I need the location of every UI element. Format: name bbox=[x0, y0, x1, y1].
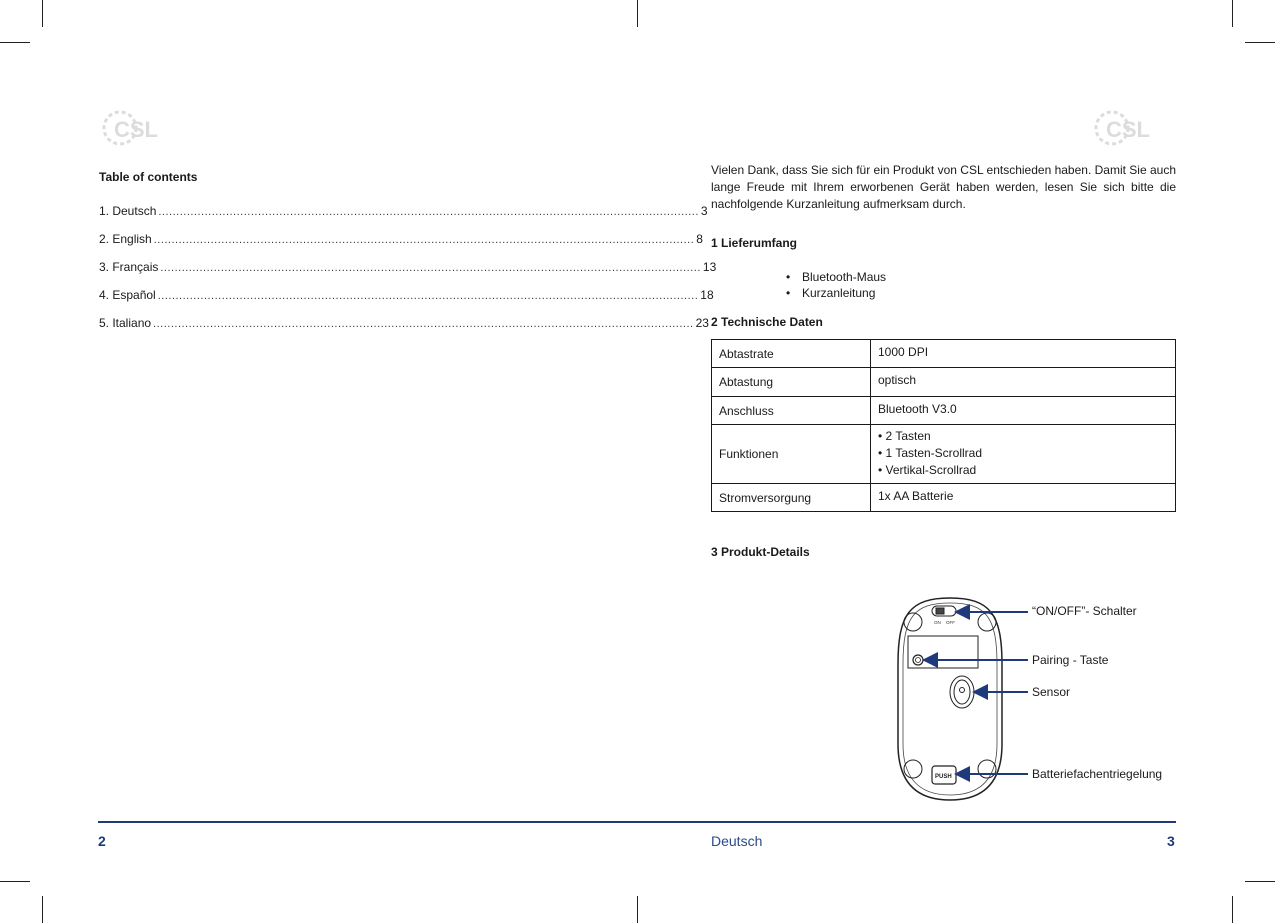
callout-arrows bbox=[880, 594, 1040, 804]
table-row bbox=[712, 368, 1176, 397]
spec-key: Abtastrate bbox=[712, 340, 871, 368]
logo-text: CSL bbox=[1106, 117, 1150, 142]
table-row bbox=[712, 397, 1176, 425]
crop-mark bbox=[0, 881, 30, 882]
table-row bbox=[712, 340, 1176, 368]
callout-battery: Batteriefachentriegelung bbox=[1032, 767, 1163, 781]
section-heading-specs: 2 Technische Daten bbox=[711, 315, 823, 329]
crop-mark bbox=[0, 42, 30, 43]
toc-entry[interactable] bbox=[99, 232, 703, 248]
csl-logo-left bbox=[100, 108, 180, 148]
spec-value: optisch bbox=[871, 368, 1176, 397]
switch-on-label: ON bbox=[934, 620, 941, 625]
toc-entry-page: 8 bbox=[696, 232, 703, 246]
crop-mark bbox=[42, 896, 43, 923]
spec-key: Anschluss bbox=[712, 397, 871, 425]
logo-text: CSL bbox=[114, 117, 158, 142]
callout-pairing: Pairing - Taste bbox=[1032, 653, 1109, 667]
spec-key: Funktionen bbox=[712, 425, 871, 484]
callout-switch: “ON/OFF”- Schalter bbox=[1032, 604, 1137, 618]
intro-paragraph: Vielen Dank, dass Sie sich für ein Produkt von CSL entschieden haben. Damit Sie auch lange Freude mit Ihrem erworbenen Gerät haben werden, lesen Sie sich bitte die nachfolgende Kurzanleitung aufmerksam durch. bbox=[711, 163, 1176, 211]
crop-mark bbox=[1232, 0, 1233, 27]
list-item: • Kurzanleitung bbox=[786, 285, 886, 301]
spec-key: Abtastung bbox=[712, 368, 871, 397]
spec-value bbox=[871, 425, 1176, 484]
crop-mark bbox=[42, 0, 43, 27]
functions-list bbox=[878, 428, 1168, 479]
toc-leader: ........................................................................................................................................................ bbox=[153, 318, 694, 330]
toc-entry-label: 4. Español bbox=[99, 288, 156, 302]
toc-entry[interactable] bbox=[99, 288, 714, 304]
list-item: • Bluetooth-Maus bbox=[786, 269, 886, 285]
spec-key: Stromversorgung bbox=[712, 484, 871, 512]
toc-entry-page: 23 bbox=[695, 316, 709, 330]
toc-leader: ........................................................................................................................................................ bbox=[158, 206, 699, 218]
toc-entry[interactable] bbox=[99, 260, 717, 276]
crop-mark bbox=[637, 896, 638, 923]
toc-title: Table of contents bbox=[99, 170, 198, 184]
callout-sensor: Sensor bbox=[1032, 685, 1071, 699]
list-item: • Vertikal-Scrollrad bbox=[878, 463, 977, 477]
spec-value: 1x AA Batterie bbox=[871, 484, 1176, 512]
push-label: PUSH bbox=[935, 774, 952, 780]
footer-language: Deutsch bbox=[711, 833, 763, 849]
toc-leader: ........................................................................................................................................................ bbox=[160, 262, 701, 274]
toc-entry-page: 3 bbox=[700, 204, 708, 218]
toc-entry-label: 3. Français bbox=[99, 260, 159, 274]
toc-entry-label: 1. Deutsch bbox=[99, 204, 157, 218]
section-heading-details: 3 Produkt-Details bbox=[711, 545, 810, 559]
toc-entry-page: 13 bbox=[702, 260, 717, 274]
table-row bbox=[712, 484, 1176, 512]
list-item: • 2 Tasten bbox=[878, 429, 931, 443]
csl-logo-right bbox=[1092, 108, 1172, 148]
spec-value: Bluetooth V3.0 bbox=[871, 397, 1176, 425]
table-row bbox=[712, 425, 1176, 484]
section-heading-scope: 1 Lieferumfang bbox=[711, 236, 798, 250]
crop-mark bbox=[1245, 42, 1275, 43]
scope-list bbox=[786, 269, 886, 301]
crop-mark bbox=[637, 0, 638, 27]
list-item: • 1 Tasten-Scrollrad bbox=[878, 446, 983, 460]
page-number-left: 2 bbox=[98, 833, 106, 849]
crop-mark bbox=[1245, 881, 1275, 882]
specs-table bbox=[711, 339, 1176, 512]
toc-entry[interactable] bbox=[99, 316, 709, 332]
crop-mark bbox=[1232, 896, 1233, 923]
toc-leader: ........................................................................................................................................................ bbox=[157, 290, 699, 302]
toc-entry-label: 2. English bbox=[99, 232, 152, 246]
toc-leader: ........................................................................................................................................................ bbox=[153, 234, 695, 246]
switch-off-label: OFF bbox=[946, 620, 955, 625]
footer-rule bbox=[98, 821, 1176, 823]
toc-entry-label: 5. Italiano bbox=[99, 316, 152, 330]
spec-value: 1000 DPI bbox=[871, 340, 1176, 368]
toc-entry[interactable] bbox=[99, 204, 708, 220]
page-number-right: 3 bbox=[1167, 833, 1175, 849]
toc-entry-page: 18 bbox=[700, 288, 714, 302]
